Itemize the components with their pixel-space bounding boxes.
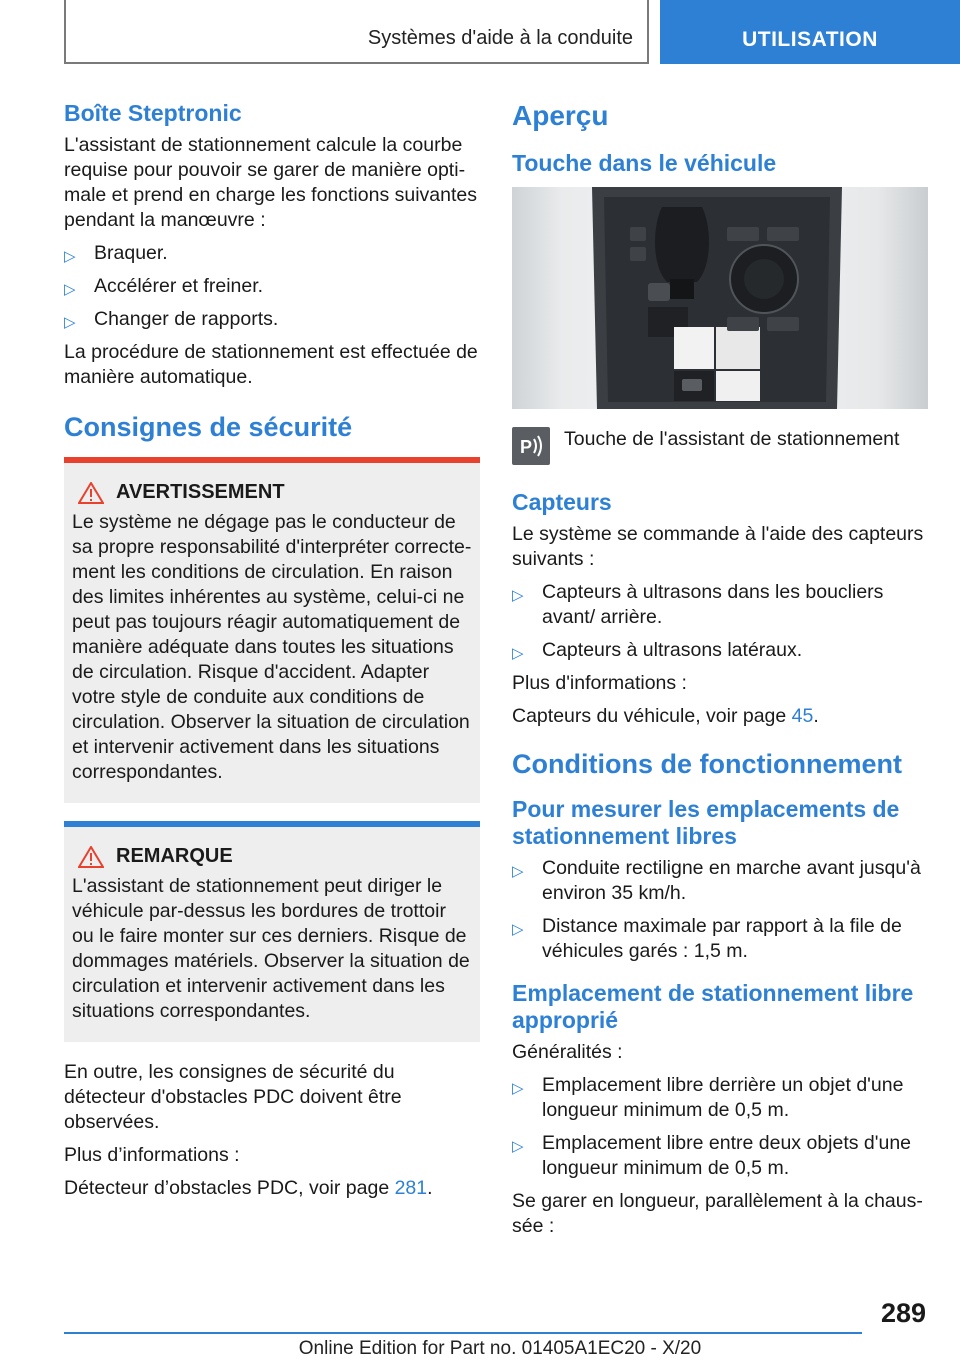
list-item: ▷ Distance maximale par rapport à la file de véhicules garés : 1,5 m. xyxy=(512,915,902,962)
sensors-text: Le système se commande à l'aide des capteurs suivants : xyxy=(512,523,924,570)
footer-edition: Online Edition for Part no. 01405A1EC20 - X/20 xyxy=(298,1338,702,1359)
header-tab xyxy=(660,0,960,64)
triangle-bullet-icon: ▷ xyxy=(512,587,524,604)
steptronic-text: L'assistant de stationnement calcule la courbe requise pour pouvoir se garer de manière optimale et prend en charge les fonctions suivantes pendant la manœuvre : xyxy=(64,134,477,231)
list-item: ▷ Braquer. xyxy=(64,241,480,266)
slot-after: Se garer en longueur, parallèlement à la chaussée : xyxy=(512,1190,923,1237)
steptronic-after: La procédure de stationnement est effectuée de manière automatique. xyxy=(64,341,478,388)
warning-text: Le système ne dégage pas le conducteur de sa propre responsabilité d'interpréter correctement les conditions de circulation. En raison des limites inhérentes au système, celui-ci ne peut pas toujours réagir automatiquement de manière adéquate dans toutes les situations de circulation. Risque d'accident. Adapter votre style de conduite aux conditions de circulation. Observer la situation de circulation et intervenir activement dans les situations correspondantes. xyxy=(72,511,472,783)
page-link[interactable]: 281 xyxy=(394,1177,428,1199)
header-tab-label: UTILISATION xyxy=(742,28,878,51)
warning-box xyxy=(64,457,480,803)
right-column xyxy=(512,100,928,1247)
measure-list xyxy=(512,856,928,964)
warning-title: AVERTISSEMENT xyxy=(72,481,472,504)
gear-selector-console-image xyxy=(512,187,928,409)
triangle-bullet-icon: ▷ xyxy=(512,1080,524,1097)
list-item: ▷ Accélérer et freiner. xyxy=(64,274,480,299)
list-item: ▷ Emplacement libre derrière un objet d'une longueur minimum de 0,5 m. xyxy=(512,1074,904,1121)
triangle-bullet-icon: ▷ xyxy=(64,314,76,331)
sensors-reference: Capteurs du véhicule, voir page 45. xyxy=(512,705,819,727)
header-section-title: Systèmes d'aide à la conduite xyxy=(367,27,633,49)
steptronic-list xyxy=(64,241,480,332)
page-number: 289 xyxy=(880,1298,926,1328)
console-photo xyxy=(512,187,928,409)
list-item: ▷ Emplacement libre entre deux objets d'une longueur minimum de 0,5 m. xyxy=(512,1132,912,1179)
slot-list xyxy=(512,1073,928,1181)
safety-heading: Consignes de sécurité xyxy=(64,412,353,442)
button-heading: Touche dans le véhicule xyxy=(512,150,777,176)
triangle-bullet-icon: ▷ xyxy=(512,863,524,880)
header-section xyxy=(64,0,649,64)
park-assist-button-icon xyxy=(512,427,550,465)
slot-heading: Emplacement de stationnement libre approprié xyxy=(512,980,914,1033)
warning-triangle-icon xyxy=(78,482,104,504)
list-item: ▷ Capteurs à ultrasons dans les boucliers avant/ arrière. xyxy=(512,581,884,628)
button-caption: Touche de l'assistant de stationnement xyxy=(564,428,900,450)
pdc-text: En outre, les consignes de sécurité du détecteur d'obstacles PDC doivent être observées. xyxy=(64,1061,402,1133)
triangle-bullet-icon: ▷ xyxy=(64,281,76,298)
svg-text:P: P xyxy=(520,437,533,457)
triangle-bullet-icon: ▷ xyxy=(64,248,76,265)
note-box xyxy=(64,821,480,1042)
sensors-list xyxy=(512,580,928,663)
steptronic-heading: Boîte Steptronic xyxy=(64,100,242,126)
conditions-heading: Conditions de fonctionnement xyxy=(512,749,902,779)
measure-heading: Pour mesurer les emplacements de stationnement libres xyxy=(512,796,900,849)
more-info-label: Plus d’informations : xyxy=(64,1144,240,1166)
note-text: L'assistant de stationnement peut diriger le véhicule par-dessus les bordures de trottoir ou le faire monter sur ces derniers. Risque de dommages matériels. Observer la situation de circulation et intervenir activement dans les situations correspondantes. xyxy=(72,875,470,1022)
caption-row xyxy=(512,427,928,465)
overview-heading: Aperçu xyxy=(512,100,609,131)
list-item: ▷ Changer de rapports. xyxy=(64,307,480,332)
warning-triangle-icon xyxy=(78,846,104,868)
sensors-heading: Capteurs xyxy=(512,489,612,515)
triangle-bullet-icon: ▷ xyxy=(512,1138,524,1155)
triangle-bullet-icon: ▷ xyxy=(512,645,524,662)
triangle-bullet-icon: ▷ xyxy=(512,921,524,938)
list-item: ▷ Conduite rectiligne en marche avant jusqu'à environ 35 km/h. xyxy=(512,857,921,904)
more-info-label: Plus d'informations : xyxy=(512,672,687,694)
list-item: ▷ Capteurs à ultrasons latéraux. xyxy=(512,638,928,663)
pdc-reference: Détecteur d’obstacles PDC, voir page 281. xyxy=(64,1177,433,1199)
page-link[interactable]: 45 xyxy=(791,705,814,727)
note-title: REMARQUE xyxy=(72,845,472,868)
footer-divider xyxy=(64,1332,862,1334)
slot-general: Généralités : xyxy=(512,1041,623,1063)
left-column xyxy=(64,100,480,1209)
